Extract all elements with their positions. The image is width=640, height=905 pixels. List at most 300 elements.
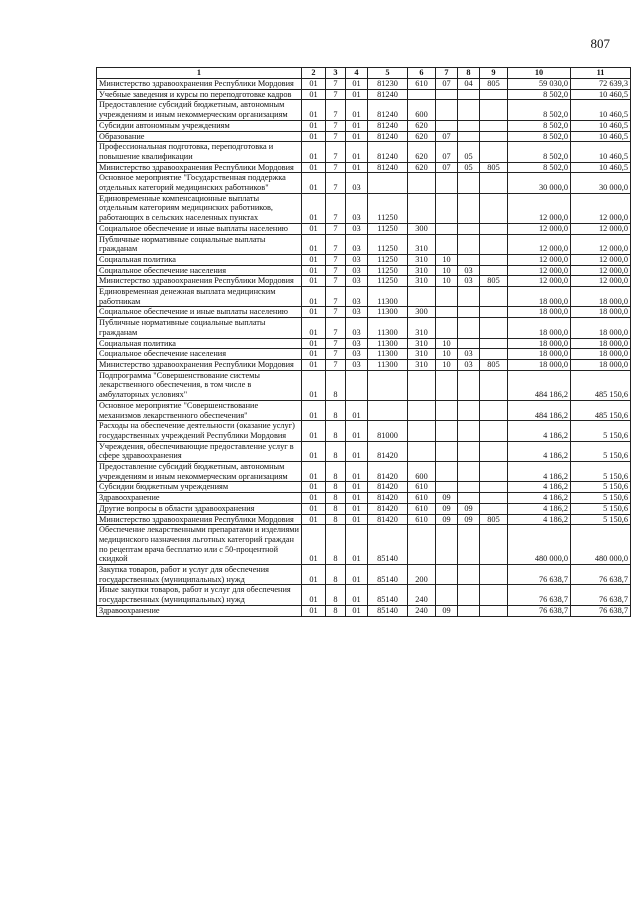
row-cell-c5: 81240 [368,100,408,120]
row-cell-c9 [480,565,508,585]
column-header: 1 [97,68,302,79]
row-cell-c11: 5 150,6 [571,482,631,493]
row-cell-c2: 01 [302,276,326,287]
row-cell-c10: 4 186,2 [508,493,571,504]
row-cell-c8 [458,131,480,142]
row-cell-c6 [408,370,436,400]
row-name-cell: Публичные нормативные социальные выплаты гражданам [97,234,302,254]
row-cell-c8 [458,254,480,265]
row-cell-c2: 01 [302,223,326,234]
row-cell-c5: 81230 [368,79,408,90]
row-cell-c6: 620 [408,162,436,173]
row-cell-c6: 310 [408,338,436,349]
table-row [97,370,631,400]
table-row [97,276,631,287]
table-row [97,514,631,525]
row-cell-c4: 03 [346,359,368,370]
table-row [97,318,631,338]
row-cell-c2: 01 [302,400,326,420]
row-cell-c7 [436,173,458,193]
row-cell-c10: 18 000,0 [508,287,571,307]
row-cell-c8: 03 [458,276,480,287]
row-cell-c4: 01 [346,585,368,605]
row-cell-c7 [436,370,458,400]
row-cell-c8 [458,462,480,482]
row-cell-c11: 12 000,0 [571,193,631,223]
row-cell-c9 [480,493,508,504]
table-row [97,359,631,370]
row-cell-c10: 4 186,2 [508,503,571,514]
row-cell-c6: 240 [408,585,436,605]
row-cell-c9 [480,421,508,441]
row-cell-c5: 81420 [368,462,408,482]
row-cell-c2: 01 [302,482,326,493]
row-cell-c3: 7 [326,173,346,193]
row-cell-c10: 4 186,2 [508,421,571,441]
row-cell-c9 [480,223,508,234]
row-cell-c2: 01 [302,525,326,565]
table-row [97,462,631,482]
row-cell-c2: 01 [302,359,326,370]
row-cell-c2: 01 [302,565,326,585]
row-name-cell: Министерство здравоохранения Республики Мордовия [97,276,302,287]
row-cell-c5: 81420 [368,514,408,525]
row-cell-c6: 600 [408,462,436,482]
row-cell-c5: 81240 [368,162,408,173]
row-cell-c9 [480,338,508,349]
row-cell-c4: 01 [346,400,368,420]
table-row [97,338,631,349]
row-cell-c2: 01 [302,493,326,504]
row-cell-c10: 484 186,2 [508,400,571,420]
row-cell-c2: 01 [302,265,326,276]
table-row [97,525,631,565]
row-cell-c5: 81240 [368,120,408,131]
row-cell-c5: 11300 [368,307,408,318]
row-cell-c2: 01 [302,307,326,318]
row-cell-c5: 11250 [368,276,408,287]
table-row [97,79,631,90]
row-cell-c8 [458,287,480,307]
row-cell-c3: 8 [326,421,346,441]
row-cell-c9 [480,605,508,616]
row-cell-c3: 7 [326,349,346,360]
row-cell-c9 [480,120,508,131]
row-cell-c5: 11300 [368,318,408,338]
row-cell-c5 [368,173,408,193]
row-cell-c3: 8 [326,400,346,420]
row-cell-c7 [436,400,458,420]
row-name-cell: Социальная политика [97,254,302,265]
table-row [97,441,631,461]
row-cell-c7 [436,120,458,131]
row-cell-c6: 310 [408,276,436,287]
row-cell-c2: 01 [302,131,326,142]
row-name-cell: Здравоохранение [97,493,302,504]
row-name-cell: Здравоохранение [97,605,302,616]
table-row [97,565,631,585]
row-cell-c6: 310 [408,265,436,276]
row-cell-c3: 7 [326,265,346,276]
row-cell-c8 [458,234,480,254]
row-cell-c11: 18 000,0 [571,349,631,360]
row-cell-c7 [436,287,458,307]
row-cell-c8 [458,89,480,100]
row-cell-c5: 81240 [368,89,408,100]
row-cell-c8 [458,605,480,616]
row-cell-c7: 10 [436,265,458,276]
table-row [97,193,631,223]
row-cell-c10: 8 502,0 [508,120,571,131]
row-name-cell: Министерство здравоохранения Республики Мордовия [97,514,302,525]
row-cell-c10: 8 502,0 [508,142,571,162]
row-cell-c6: 610 [408,503,436,514]
row-cell-c8: 04 [458,79,480,90]
row-cell-c6: 600 [408,100,436,120]
row-cell-c7: 10 [436,276,458,287]
table-row [97,223,631,234]
row-cell-c10: 12 000,0 [508,193,571,223]
table-row [97,287,631,307]
row-cell-c11: 12 000,0 [571,223,631,234]
row-cell-c8 [458,493,480,504]
row-cell-c10: 18 000,0 [508,338,571,349]
row-cell-c4: 01 [346,462,368,482]
column-header: 8 [458,68,480,79]
row-cell-c6: 620 [408,120,436,131]
row-cell-c8: 05 [458,142,480,162]
row-cell-c8: 09 [458,503,480,514]
row-cell-c7 [436,193,458,223]
row-cell-c5: 85140 [368,565,408,585]
row-cell-c3: 7 [326,338,346,349]
row-cell-c11: 12 000,0 [571,276,631,287]
row-cell-c8: 03 [458,349,480,360]
row-cell-c5: 81420 [368,482,408,493]
row-cell-c10: 76 638,7 [508,605,571,616]
row-cell-c3: 8 [326,462,346,482]
row-cell-c7: 09 [436,514,458,525]
row-cell-c4: 03 [346,349,368,360]
row-cell-c4: 01 [346,89,368,100]
row-cell-c2: 01 [302,120,326,131]
row-cell-c8 [458,565,480,585]
row-cell-c7: 07 [436,79,458,90]
row-cell-c8 [458,338,480,349]
row-cell-c2: 01 [302,100,326,120]
row-cell-c7: 10 [436,359,458,370]
row-cell-c9 [480,503,508,514]
row-cell-c5: 81420 [368,503,408,514]
row-cell-c7 [436,525,458,565]
row-cell-c11: 30 000,0 [571,173,631,193]
row-cell-c10: 59 030,0 [508,79,571,90]
row-cell-c10: 76 638,7 [508,565,571,585]
row-cell-c3: 8 [326,565,346,585]
row-cell-c2: 01 [302,193,326,223]
table-row [97,493,631,504]
row-cell-c10: 18 000,0 [508,307,571,318]
row-cell-c10: 12 000,0 [508,265,571,276]
row-cell-c8 [458,585,480,605]
row-cell-c4: 01 [346,565,368,585]
row-cell-c5: 81240 [368,142,408,162]
row-cell-c5: 11250 [368,265,408,276]
row-cell-c4 [346,370,368,400]
row-cell-c2: 01 [302,162,326,173]
column-header: 5 [368,68,408,79]
row-cell-c11: 72 639,3 [571,79,631,90]
row-cell-c5: 11300 [368,359,408,370]
row-cell-c8 [458,307,480,318]
row-name-cell: Субсидии автономным учреждениям [97,120,302,131]
row-cell-c4: 01 [346,493,368,504]
row-name-cell: Министерство здравоохранения Республики Мордовия [97,79,302,90]
row-cell-c5 [368,370,408,400]
row-cell-c10: 12 000,0 [508,254,571,265]
row-cell-c4: 03 [346,193,368,223]
row-cell-c3: 7 [326,89,346,100]
row-cell-c3: 8 [326,514,346,525]
table-row [97,585,631,605]
row-cell-c11: 18 000,0 [571,287,631,307]
column-header: 10 [508,68,571,79]
row-cell-c10: 480 000,0 [508,525,571,565]
row-cell-c3: 8 [326,503,346,514]
row-cell-c9 [480,89,508,100]
row-cell-c2: 01 [302,349,326,360]
page-number: 807 [590,36,610,51]
row-cell-c9 [480,142,508,162]
row-name-cell: Министерство здравоохранения Республики Мордовия [97,359,302,370]
row-cell-c4: 03 [346,223,368,234]
row-cell-c10: 4 186,2 [508,441,571,461]
row-cell-c5: 11250 [368,193,408,223]
row-cell-c2: 01 [302,234,326,254]
table-row [97,131,631,142]
row-cell-c3: 8 [326,605,346,616]
column-header: 6 [408,68,436,79]
row-cell-c6: 610 [408,79,436,90]
row-cell-c11: 480 000,0 [571,525,631,565]
row-cell-c10: 30 000,0 [508,173,571,193]
row-cell-c11: 485 150,6 [571,400,631,420]
row-cell-c3: 8 [326,441,346,461]
row-cell-c7: 10 [436,338,458,349]
row-cell-c4: 03 [346,338,368,349]
row-cell-c5: 11300 [368,287,408,307]
row-cell-c3: 7 [326,359,346,370]
row-cell-c8 [458,482,480,493]
table-row [97,234,631,254]
row-cell-c3: 7 [326,79,346,90]
row-cell-c4: 03 [346,234,368,254]
row-cell-c5: 85140 [368,605,408,616]
row-name-cell: Другие вопросы в области здравоохранения [97,503,302,514]
row-cell-c8 [458,100,480,120]
row-name-cell: Обеспечение лекарственными препаратами и изделиями медицинского назначения льготных категорий граждан по рецептам врача бесплатно или с 50-процентной скидкой [97,525,302,565]
row-cell-c7: 10 [436,349,458,360]
row-cell-c8: 05 [458,162,480,173]
row-cell-c6: 310 [408,318,436,338]
row-cell-c3: 7 [326,287,346,307]
row-name-cell: Расходы на обеспечение деятельности (оказание услуг) государственных учреждений Республики Мордовия [97,421,302,441]
row-cell-c9 [480,193,508,223]
row-name-cell: Закупка товаров, работ и услуг для обеспечения государственных (муниципальных) нужд [97,565,302,585]
row-cell-c4: 03 [346,307,368,318]
row-cell-c11: 5 150,6 [571,421,631,441]
row-cell-c3: 7 [326,131,346,142]
row-cell-c11: 76 638,7 [571,585,631,605]
table-body [97,79,631,617]
table-row [97,482,631,493]
row-cell-c9 [480,131,508,142]
row-cell-c4: 01 [346,525,368,565]
row-name-cell: Социальное обеспечение населения [97,265,302,276]
row-cell-c3: 8 [326,493,346,504]
table-row [97,349,631,360]
row-cell-c3: 7 [326,162,346,173]
row-cell-c3: 7 [326,100,346,120]
row-cell-c9: 805 [480,276,508,287]
row-cell-c5: 81420 [368,493,408,504]
row-cell-c9 [480,265,508,276]
row-cell-c10: 12 000,0 [508,276,571,287]
row-cell-c2: 01 [302,338,326,349]
row-cell-c9 [480,400,508,420]
row-cell-c3: 7 [326,120,346,131]
row-cell-c6 [408,89,436,100]
row-cell-c11: 18 000,0 [571,338,631,349]
row-cell-c4: 03 [346,287,368,307]
row-cell-c5: 11300 [368,349,408,360]
row-cell-c7: 07 [436,131,458,142]
row-cell-c2: 01 [302,514,326,525]
row-cell-c7 [436,307,458,318]
row-cell-c11: 12 000,0 [571,254,631,265]
row-name-cell: Министерство здравоохранения Республики Мордовия [97,162,302,173]
row-cell-c6: 620 [408,131,436,142]
row-cell-c6: 610 [408,482,436,493]
row-cell-c10: 4 186,2 [508,482,571,493]
row-cell-c4: 01 [346,514,368,525]
row-cell-c9 [480,307,508,318]
row-name-cell: Образование [97,131,302,142]
table-row [97,89,631,100]
column-header: 2 [302,68,326,79]
row-cell-c6: 310 [408,234,436,254]
row-cell-c11: 10 460,5 [571,131,631,142]
row-name-cell: Предоставление субсидий бюджетным, автономным учреждениям и иным некоммерческим организациям [97,100,302,120]
row-cell-c5 [368,400,408,420]
row-cell-c11: 12 000,0 [571,265,631,276]
row-cell-c3: 7 [326,234,346,254]
row-cell-c11: 76 638,7 [571,605,631,616]
row-name-cell: Предоставление субсидий бюджетным, автономным учреждениям и иным некоммерческим организациям [97,462,302,482]
row-cell-c8 [458,400,480,420]
row-cell-c6: 240 [408,605,436,616]
row-cell-c6: 310 [408,359,436,370]
row-cell-c6: 300 [408,307,436,318]
row-cell-c3: 8 [326,525,346,565]
row-cell-c6: 610 [408,493,436,504]
row-cell-c5: 85140 [368,525,408,565]
row-cell-c8 [458,318,480,338]
row-cell-c2: 01 [302,79,326,90]
row-name-cell: Единовременная денежная выплата медицинским работникам [97,287,302,307]
row-cell-c9 [480,370,508,400]
row-cell-c5: 85140 [368,585,408,605]
row-cell-c9 [480,441,508,461]
row-cell-c3: 7 [326,142,346,162]
row-cell-c7 [436,441,458,461]
row-cell-c11: 10 460,5 [571,162,631,173]
row-cell-c9 [480,525,508,565]
row-cell-c7 [436,89,458,100]
row-cell-c8: 03 [458,359,480,370]
row-cell-c11: 5 150,6 [571,503,631,514]
row-name-cell: Учреждения, обеспечивающие предоставление услуг в сфере здравоохранения [97,441,302,461]
row-name-cell: Основное мероприятие "Совершенствование механизмов лекарственного обеспечения" [97,400,302,420]
row-cell-c4: 01 [346,605,368,616]
row-cell-c11: 18 000,0 [571,359,631,370]
row-cell-c3: 8 [326,482,346,493]
budget-table [96,67,631,617]
row-cell-c3: 7 [326,223,346,234]
row-cell-c7: 09 [436,605,458,616]
row-cell-c10: 484 186,2 [508,370,571,400]
row-cell-c4: 01 [346,503,368,514]
row-cell-c9: 805 [480,79,508,90]
row-cell-c9 [480,287,508,307]
row-cell-c11: 12 000,0 [571,234,631,254]
column-header: 4 [346,68,368,79]
row-cell-c10: 4 186,2 [508,514,571,525]
row-cell-c10: 18 000,0 [508,359,571,370]
row-cell-c11: 5 150,6 [571,441,631,461]
row-cell-c3: 7 [326,254,346,265]
row-cell-c7: 09 [436,503,458,514]
table-row [97,100,631,120]
row-cell-c7 [436,585,458,605]
row-cell-c11: 485 150,6 [571,370,631,400]
row-cell-c6: 310 [408,349,436,360]
row-cell-c3: 7 [326,307,346,318]
row-cell-c7: 09 [436,493,458,504]
row-cell-c8 [458,525,480,565]
row-cell-c4: 01 [346,142,368,162]
column-header: 9 [480,68,508,79]
row-cell-c8 [458,120,480,131]
row-cell-c8 [458,173,480,193]
row-cell-c10: 18 000,0 [508,318,571,338]
row-cell-c6 [408,441,436,461]
row-cell-c7 [436,462,458,482]
row-cell-c6 [408,421,436,441]
row-cell-c3: 8 [326,370,346,400]
row-cell-c9: 805 [480,359,508,370]
table-row [97,254,631,265]
row-cell-c11: 10 460,5 [571,89,631,100]
column-header: 11 [571,68,631,79]
row-cell-c7: 07 [436,142,458,162]
row-cell-c6 [408,287,436,307]
row-cell-c2: 01 [302,462,326,482]
row-cell-c5: 11250 [368,223,408,234]
row-cell-c10: 8 502,0 [508,89,571,100]
table-row [97,605,631,616]
row-cell-c9 [480,254,508,265]
